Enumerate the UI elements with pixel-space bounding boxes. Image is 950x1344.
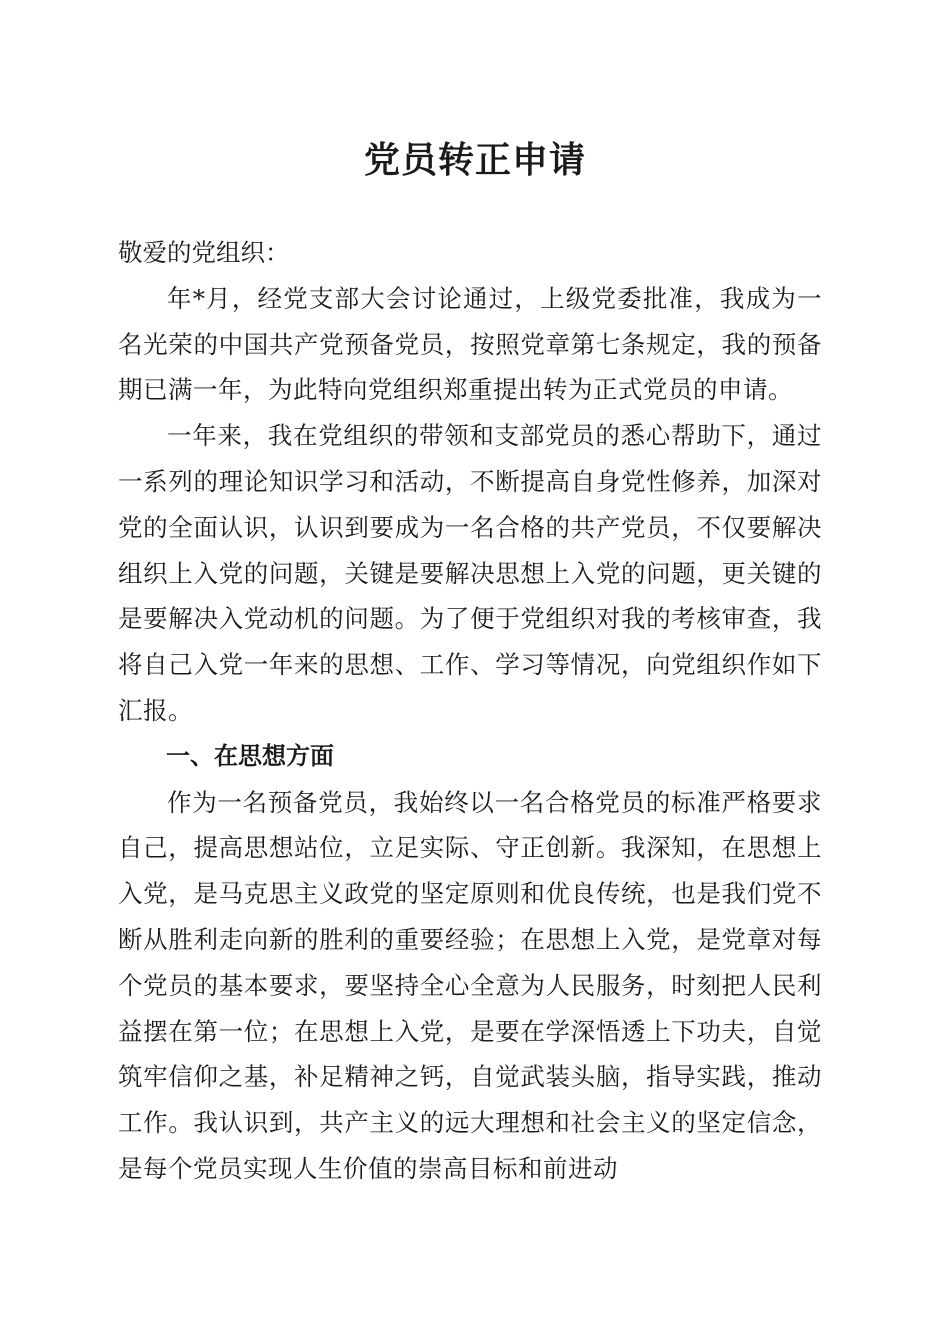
salutation: 敬爱的党组织：: [118, 238, 290, 267]
document-body: [118, 230, 822, 1192]
paragraph-summary: 一年来，我在党组织的带领和支部党员的悉心帮助下，通过一系列的理论知识学习和活动，不断提高自身党性修养，加深对党的全面认识，认识到要成为一名合格的共产党员，不仅要解决组织上入党的问题，关键是要解决思想上入党的问题，更关键的是要解决入党动机的问题。为了便于党组织对我的考核审查，我将自己入党一年来的思想、工作、学习等情况，向党组织作如下汇报。: [118, 421, 822, 725]
document-title: 党员转正申请: [363, 139, 586, 181]
section-heading-thought: 一、在思想方面: [166, 741, 334, 770]
paragraph-intro: 年*月，经党支部大会讨论通过，上级党委批准，我成为一名光荣的中国共产党预备党员，按照党章第七条规定，我的预备期已满一年，为此特向党组织郑重提出转为正式党员的申请。: [118, 283, 822, 405]
paragraph-thought: 作为一名预备党员，我始终以一名合格党员的标准严格要求自己，提高思想站位，立足实际、守正创新。我深知，在思想上入党，是马克思主义政党的坚定原则和优良传统，也是我们党不断从胜利走向新的胜利的重要经验；在思想上入党，是党章对每个党员的基本要求，要坚持全心全意为人民服务，时刻把人民利益摆在第一位；在思想上入党，是要在学深悟透上下功夫，自觉筑牢信仰之基，补足精神之钙，自觉武装头脑，指导实践，推动工作。我认识到，共产主义的远大理想和社会主义的坚定信念，是每个党员实现人生价值的崇高目标和前进动: [118, 787, 822, 1183]
